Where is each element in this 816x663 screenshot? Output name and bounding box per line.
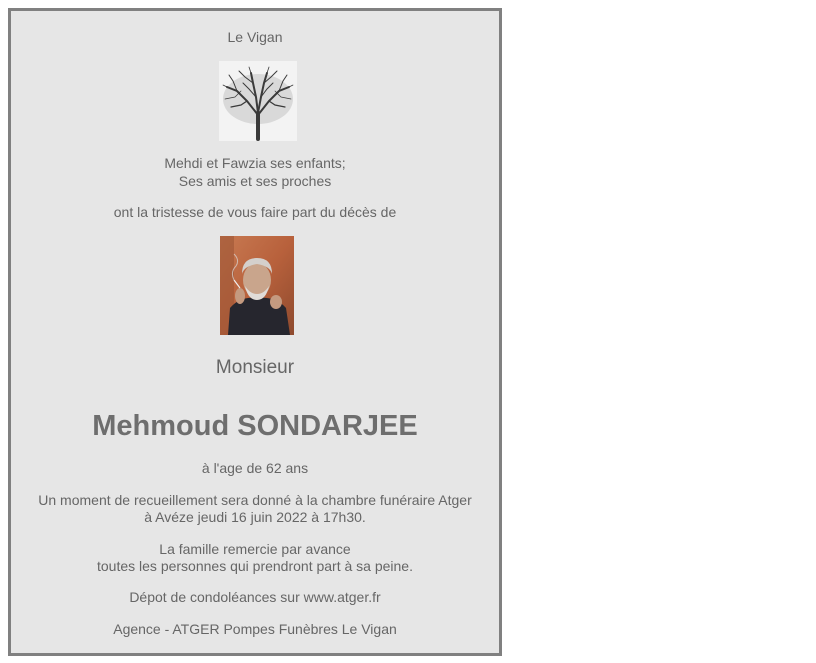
condolences-text: Dépot de condoléances sur www.atger.fr [129,589,381,605]
thanks-line-1: La famille remercie par avance [159,541,351,557]
announcement-text: ont la tristesse de vous faire part du décès de [113,204,397,220]
age-text: à l'age de 62 ans [201,460,309,476]
civility-text: Monsieur [215,357,295,378]
location-text: Le Vigan [227,29,283,45]
bare-tree-image [219,61,297,141]
deceased-name: Mehmoud SONDARJEE [92,410,418,442]
obituary-card [8,8,502,656]
family-line-1: Mehdi et Fawzia ses enfants; [164,155,346,171]
ceremony-line-2: à Avéze jeudi 16 juin 2022 à 17h30. [144,509,366,525]
thanks-line-2: toutes les personnes qui prendront part à sa peine. [97,558,413,574]
agency-text: Agence - ATGER Pompes Funèbres Le Vigan [113,621,397,637]
family-line-2: Ses amis et ses proches [178,173,332,189]
ceremony-line-1: Un moment de recueillement sera donné à la chambre funéraire Atger [38,492,472,508]
portrait-photo [220,236,294,335]
